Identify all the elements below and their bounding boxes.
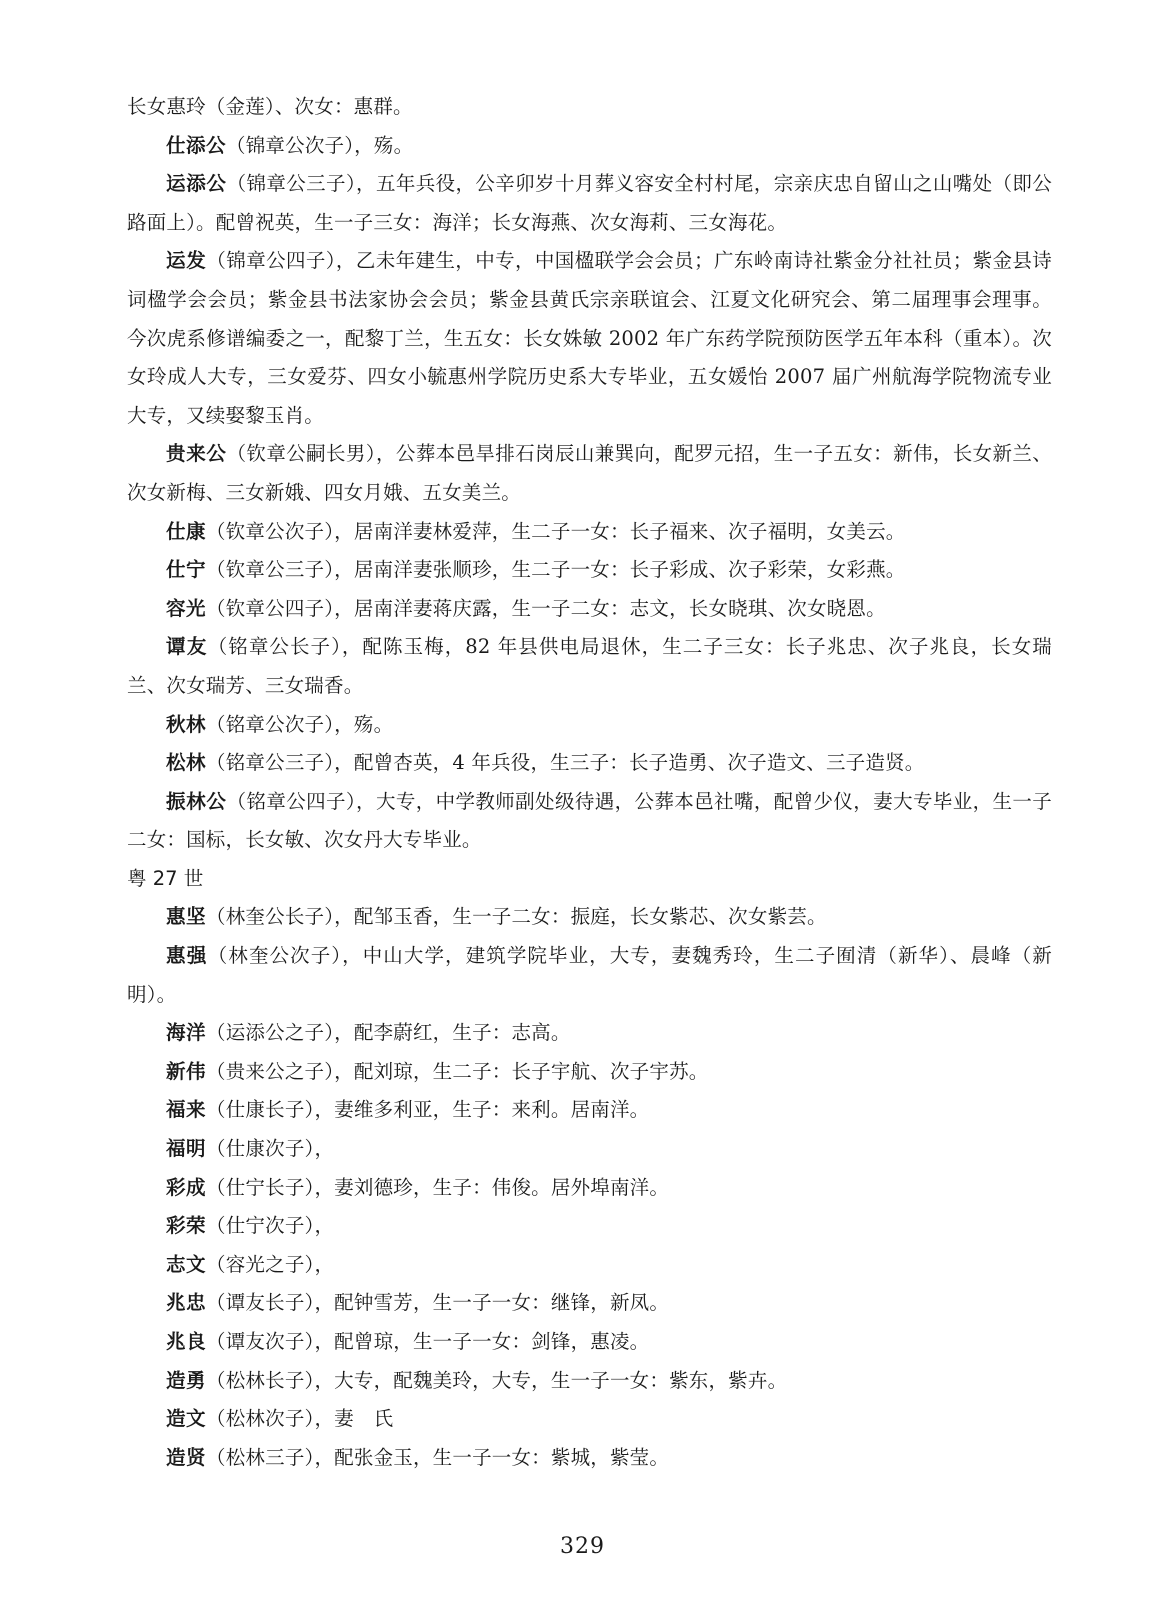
person-name: 惠坚 — [166, 905, 207, 929]
entry-paragraph — [127, 1207, 1052, 1246]
entry-text: （松林次子），妻 氏 — [206, 1407, 394, 1431]
person-name: 仕康 — [166, 519, 207, 543]
entry-paragraph — [127, 1400, 1052, 1439]
person-name: 福来 — [166, 1098, 207, 1122]
person-name: 彩成 — [166, 1175, 207, 1199]
entry-paragraph — [127, 513, 1052, 552]
person-name: 运添公 — [166, 172, 227, 196]
entry-paragraph — [127, 937, 1052, 1014]
entry-text: （林奎公次子），中山大学，建筑学院毕业，大专，妻魏秀玲，生二子囿清（新华）、晨峰（新明）。 — [127, 944, 1052, 1006]
entry-paragraph — [127, 1091, 1052, 1130]
person-name: 运发 — [166, 249, 207, 273]
person-name: 贵来公 — [166, 442, 227, 466]
person-name: 彩荣 — [166, 1214, 207, 1238]
entry-text: （钦章公次子），居南洋妻林爱萍，生二子一女：长子福来、次子福明，女美云。 — [206, 519, 906, 543]
entry-paragraph — [127, 1362, 1052, 1401]
entry-paragraph — [127, 1323, 1052, 1362]
person-name: 新伟 — [166, 1059, 207, 1083]
person-name: 志文 — [166, 1252, 207, 1276]
entry-text: （谭友次子），配曾琼，生一子一女：剑锋，惠凌。 — [206, 1330, 650, 1353]
entry-text: 长女惠玲（金莲）、次女：惠群。 — [127, 95, 413, 118]
person-name: 仕宁 — [166, 558, 207, 582]
entry-paragraph — [127, 744, 1052, 783]
entry-paragraph — [127, 1169, 1052, 1208]
person-name: 造勇 — [166, 1368, 207, 1392]
person-name: 惠强 — [166, 944, 208, 968]
entry-text: （钦章公嗣长男），公葬本邑旱排石岗辰山兼巽向，配罗元招，生一子五女：新伟，长女新兰、次女新梅、三女新娥、四女月娥、五女美兰。 — [127, 442, 1052, 504]
entry-paragraph — [127, 435, 1052, 512]
entry-text: （锦章公次子），殇。 — [226, 133, 414, 157]
page-number: 329 — [560, 1534, 605, 1559]
entry-paragraph — [127, 165, 1052, 242]
entry-text: （铭章公三子），配曾杏英，4 年兵役，生三子：长子造勇、次子造文、三子造贤。 — [206, 751, 925, 775]
entry-text: （松林三子），配张金玉，生一子一女：紫城，紫莹。 — [206, 1445, 670, 1469]
person-name: 福明 — [166, 1137, 207, 1161]
entry-text: （运添公之子），配李蔚红，生子：志高。 — [206, 1021, 571, 1045]
entry-paragraph — [127, 783, 1052, 860]
entry-text: （贵来公之子），配刘琼，生二子：长子宇航、次子宇苏。 — [206, 1059, 709, 1083]
entry-text: （林奎公长子），配邹玉香，生一子二女：振庭，长女紫芯、次女紫芸。 — [206, 905, 827, 929]
entry-text: （容光之子）， — [206, 1252, 335, 1276]
generation-heading: 粤 27 世 — [127, 866, 204, 890]
entry-paragraph — [127, 1246, 1052, 1285]
person-name: 兆良 — [166, 1330, 207, 1353]
entry-text: （仕宁次子）， — [206, 1214, 335, 1238]
person-name: 兆忠 — [166, 1291, 207, 1315]
entry-paragraph — [127, 1053, 1052, 1092]
person-name: 仕添公 — [166, 133, 227, 157]
entry-text: （钦章公三子），居南洋妻张顺珍，生二子一女：长子彩成、次子彩荣，女彩燕。 — [206, 558, 906, 582]
entry-paragraph — [127, 898, 1052, 937]
person-name: 秋林 — [166, 712, 207, 736]
person-name: 造文 — [166, 1407, 207, 1431]
entry-text: （钦章公四子），居南洋妻蒋庆露，生一子二女：志文，长女晓琪、次女晓恩。 — [206, 596, 886, 620]
entry-paragraph — [127, 551, 1052, 590]
entry-paragraph — [127, 1439, 1052, 1478]
entry-text: （仕康长子），妻维多利亚，生子：来利。居南洋。 — [206, 1098, 650, 1122]
person-name: 造贤 — [166, 1445, 207, 1469]
person-name: 振林公 — [166, 789, 227, 813]
entry-text: （铭章公四子），大专，中学教师副处级待遇，公葬本邑社嘴，配曾少仪，妻大专毕业，生一子二女：国标，长女敏、次女丹大专毕业。 — [127, 789, 1052, 852]
person-name: 谭友 — [166, 635, 208, 659]
entry-text: （铭章公长子），配陈玉梅，82 年县供电局退休，生二子三女：长子兆忠、次子兆良，长女瑞兰、次女瑞芳、三女瑞香。 — [127, 635, 1052, 697]
entry-paragraph — [127, 127, 1052, 166]
page-body — [127, 88, 1052, 1477]
entry-paragraph — [127, 590, 1052, 629]
generation-26-section — [127, 88, 1052, 860]
entry-text: （谭友长子），配钟雪芳，生一子一女：继锋，新凤。 — [206, 1291, 670, 1315]
entry-paragraph — [127, 1284, 1052, 1323]
generation-27-section — [127, 898, 1052, 1477]
entry-paragraph — [127, 242, 1052, 435]
entry-paragraph — [127, 1014, 1052, 1053]
entry-paragraph — [127, 706, 1052, 745]
entry-paragraph — [127, 1130, 1052, 1169]
entry-text: （仕宁长子），妻刘德珍，生子：伟俊。居外埠南洋。 — [206, 1175, 670, 1199]
person-name: 海洋 — [166, 1021, 207, 1045]
entry-text: （铭章公次子），殇。 — [206, 712, 394, 736]
entry-text: （锦章公四子），乙未年建生，中专，中国楹联学会会员；广东岭南诗社紫金分社社员；紫金县诗词楹学会会员；紫金县书法家协会会员；紫金县黄氏宗亲联谊会、江夏文化研究会、第二届理事会理事。今次虎系修谱编委之一，配黎丁兰，生五女：长女姝敏 2002 年广东药学院预防医学五年本科（重本）。次女玲成人大专，三女爱芬、四女小毓惠州学院历史系大专毕业，五女媛怡 2007 届广州航海学院物流专业大专，又续娶黎玉肖。 — [127, 249, 1052, 427]
person-name: 松林 — [166, 751, 207, 775]
entry-paragraph — [127, 628, 1052, 705]
person-name: 容光 — [166, 596, 207, 620]
entry-paragraph — [127, 88, 1052, 127]
entry-text: （仕康次子）， — [206, 1137, 335, 1161]
entry-text: （锦章公三子），五年兵役，公辛卯岁十月葬义容安全村村尾，宗亲庆忠自留山之山嘴处（即公路面上）。配曾祝英，生一子三女：海洋；长女海燕、次女海莉、三女海花。 — [127, 172, 1052, 234]
entry-text: （松林长子），大专，配魏美玲，大专，生一子一女：紫东，紫卉。 — [206, 1368, 788, 1392]
